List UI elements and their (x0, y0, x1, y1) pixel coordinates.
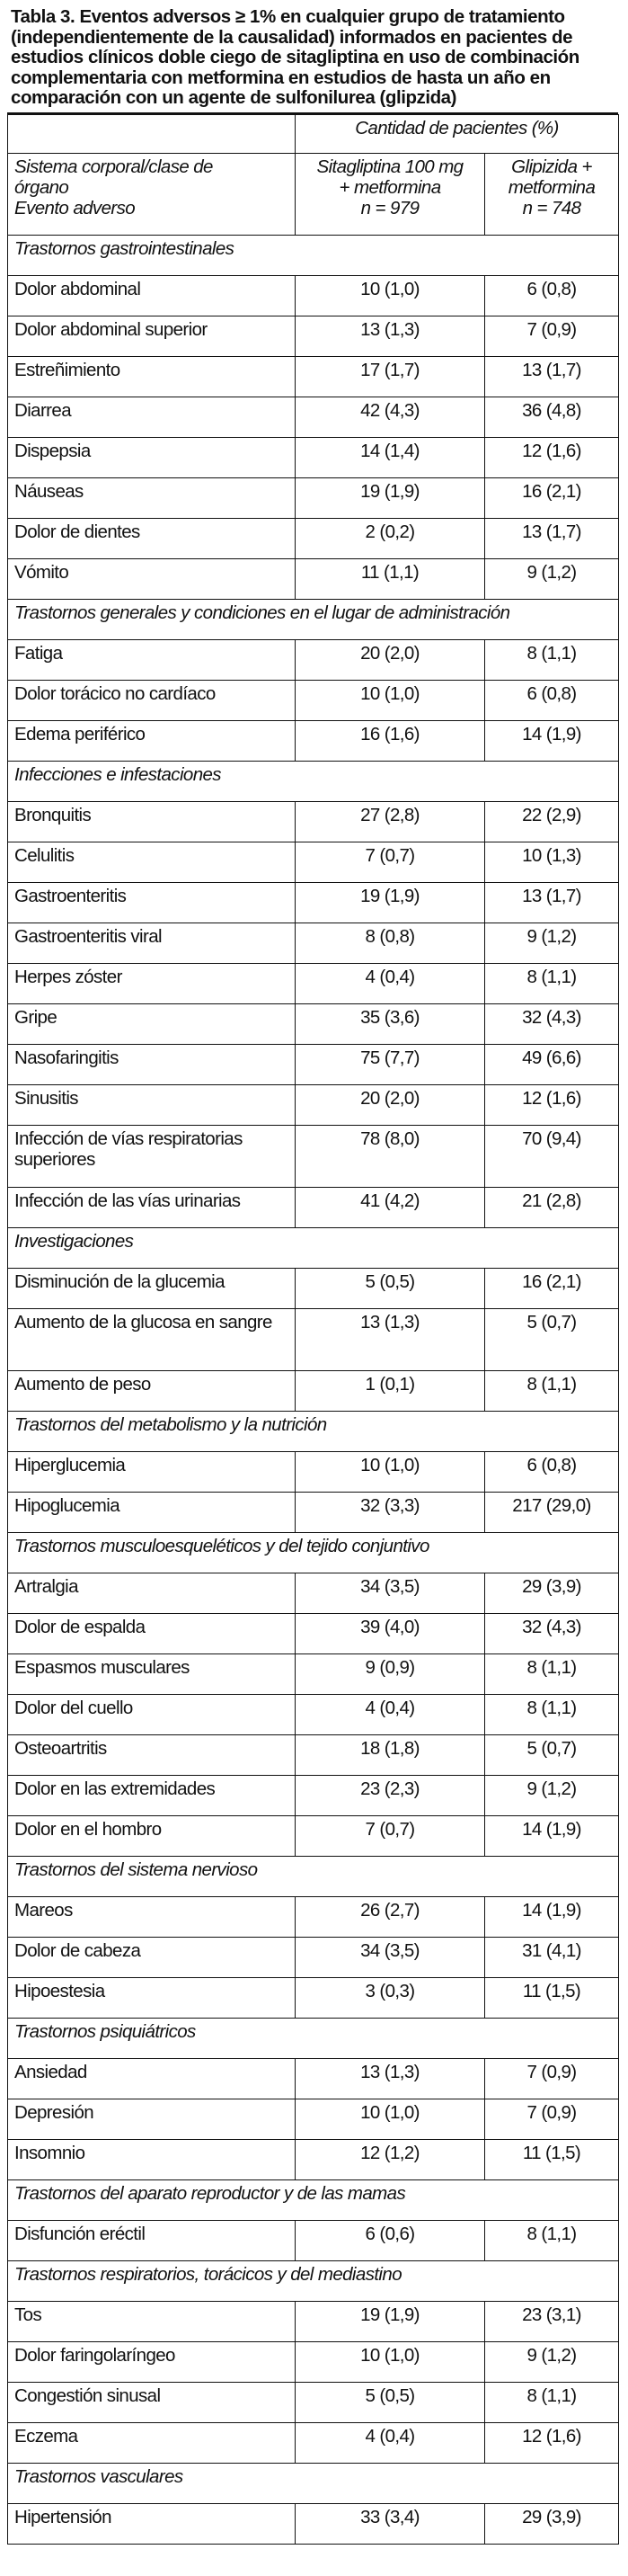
sitagliptin-value: 5 (0,5) (296, 2382, 485, 2422)
adverse-event-name: Nasofaringitis (8, 1044, 296, 1084)
glipizide-value: 8 (1,1) (485, 2220, 619, 2260)
adverse-event-name: Gripe (8, 1003, 296, 1044)
section-row (8, 599, 619, 639)
glipizide-value: 7 (0,9) (485, 2099, 619, 2139)
section-label: Trastornos gastrointestinales (8, 235, 619, 275)
adverse-event-name: Artralgia (8, 1573, 296, 1613)
glipizide-value: 13 (1,7) (485, 518, 619, 558)
glipizide-value: 8 (1,1) (485, 1653, 619, 1694)
table-row (8, 1653, 619, 1694)
document (7, 7, 618, 2545)
section-row (8, 1411, 619, 1451)
table-row (8, 2099, 619, 2139)
section-label: Trastornos del sistema nervioso (8, 1856, 619, 1896)
sitagliptin-value: 12 (1,2) (296, 2139, 485, 2179)
glipizide-value: 70 (9,4) (485, 1125, 619, 1187)
adverse-events-table (7, 114, 619, 2545)
header-col-sitagliptin (296, 153, 485, 235)
adverse-event-name: Náuseas (8, 477, 296, 518)
adverse-event-name: Dolor torácico no cardíaco (8, 680, 296, 720)
adverse-event-name: Herpes zóster (8, 963, 296, 1003)
header-col-organ-line: órgano (14, 176, 69, 198)
table-row (8, 680, 619, 720)
sitagliptin-value: 10 (1,0) (296, 2099, 485, 2139)
sitagliptin-value: 4 (0,4) (296, 963, 485, 1003)
sitagliptin-value: 7 (0,7) (296, 1815, 485, 1856)
adverse-event-name: Dolor de dientes (8, 518, 296, 558)
glipizide-value: 21 (2,8) (485, 1187, 619, 1227)
adverse-event-name: Hipoglucemia (8, 1492, 296, 1532)
table-row (8, 882, 619, 923)
adverse-event-name: Dolor de cabeza (8, 1937, 296, 1977)
table-row (8, 720, 619, 761)
adverse-event-name: Dolor del cuello (8, 1694, 296, 1734)
table-body (8, 235, 619, 2544)
sitagliptin-value: 13 (1,3) (296, 316, 485, 356)
sitagliptin-value: 19 (1,9) (296, 882, 485, 923)
glipizide-value: 5 (0,7) (485, 1734, 619, 1775)
header-col-organ-line: Sistema corporal/clase de (14, 156, 213, 177)
glipizide-value: 16 (2,1) (485, 477, 619, 518)
sitagliptin-value: 16 (1,6) (296, 720, 485, 761)
table-row (8, 923, 619, 963)
adverse-event-name: Infección de vías respiratorias superiores (8, 1125, 296, 1187)
adverse-event-name: Dolor de espalda (8, 1613, 296, 1653)
glipizide-value: 29 (3,9) (485, 2503, 619, 2544)
glipizide-value: 6 (0,8) (485, 1451, 619, 1492)
adverse-event-name: Hipoestesia (8, 1977, 296, 2018)
glipizide-value: 22 (2,9) (485, 801, 619, 842)
glipizide-value: 32 (4,3) (485, 1613, 619, 1653)
glipizide-value: 8 (1,1) (485, 2382, 619, 2422)
sitagliptin-value: 8 (0,8) (296, 923, 485, 963)
header-group-label: Cantidad de pacientes (%) (296, 114, 619, 153)
sitagliptin-value: 75 (7,7) (296, 1044, 485, 1084)
adverse-event-name: Hiperglucemia (8, 1451, 296, 1492)
glipizide-value: 31 (4,1) (485, 1937, 619, 1977)
glipizide-value: 32 (4,3) (485, 1003, 619, 1044)
adverse-event-name: Disminución de la glucemia (8, 1268, 296, 1308)
adverse-event-name: Infección de las vías urinarias (8, 1187, 296, 1227)
table-row (8, 356, 619, 397)
sitagliptin-value: 32 (3,3) (296, 1492, 485, 1532)
sitagliptin-value: 78 (8,0) (296, 1125, 485, 1187)
table-row (8, 558, 619, 599)
glipizide-value: 11 (1,5) (485, 2139, 619, 2179)
header-col-organ (8, 153, 296, 235)
table-row (8, 2301, 619, 2341)
glipizide-value: 12 (1,6) (485, 1084, 619, 1125)
table-row (8, 1573, 619, 1613)
glipizide-value: 49 (6,6) (485, 1044, 619, 1084)
adverse-event-name: Insomnio (8, 2139, 296, 2179)
section-row (8, 1532, 619, 1573)
table-row (8, 1451, 619, 1492)
glipizide-value: 23 (3,1) (485, 2301, 619, 2341)
adverse-event-name: Sinusitis (8, 1084, 296, 1125)
adverse-event-name: Dolor abdominal superior (8, 316, 296, 356)
glipizide-value: 7 (0,9) (485, 2058, 619, 2099)
header-col-sitagliptin-line: Sitagliptina 100 mg (316, 156, 464, 177)
glipizide-value: 14 (1,9) (485, 720, 619, 761)
table-row (8, 1044, 619, 1084)
sitagliptin-value: 26 (2,7) (296, 1896, 485, 1937)
table-row (8, 842, 619, 882)
adverse-event-name: Estreñimiento (8, 356, 296, 397)
sitagliptin-value: 5 (0,5) (296, 1268, 485, 1308)
sitagliptin-value: 7 (0,7) (296, 842, 485, 882)
sitagliptin-value: 33 (3,4) (296, 2503, 485, 2544)
table-row (8, 518, 619, 558)
table-row (8, 2341, 619, 2382)
sitagliptin-value: 4 (0,4) (296, 2422, 485, 2463)
header-col-sitagliptin-line: + metformina (339, 176, 441, 198)
sitagliptin-value: 10 (1,0) (296, 1451, 485, 1492)
section-label: Trastornos respiratorios, torácicos y del mediastino (8, 2260, 619, 2301)
adverse-event-name: Eczema (8, 2422, 296, 2463)
header-col-sitagliptin-line: n = 979 (360, 197, 420, 218)
table-row (8, 801, 619, 842)
adverse-event-name: Gastroenteritis viral (8, 923, 296, 963)
adverse-event-name: Depresión (8, 2099, 296, 2139)
section-label: Infecciones e infestaciones (8, 761, 619, 801)
adverse-event-name: Gastroenteritis (8, 882, 296, 923)
section-row (8, 761, 619, 801)
table-row (8, 1187, 619, 1227)
table-row (8, 1125, 619, 1187)
adverse-event-name: Dolor abdominal (8, 275, 296, 316)
sitagliptin-value: 42 (4,3) (296, 397, 485, 437)
header-empty-cell (8, 114, 296, 153)
header-col-glipizide-line: Glipizida + (511, 156, 592, 177)
adverse-event-name: Congestión sinusal (8, 2382, 296, 2422)
table-row (8, 2382, 619, 2422)
section-label: Trastornos vasculares (8, 2463, 619, 2503)
table-row (8, 275, 619, 316)
table-row (8, 1694, 619, 1734)
adverse-event-name: Celulitis (8, 842, 296, 882)
table-row (8, 1613, 619, 1653)
sitagliptin-value: 9 (0,9) (296, 1653, 485, 1694)
table-row (8, 397, 619, 437)
adverse-event-name: Bronquitis (8, 801, 296, 842)
glipizide-value: 9 (1,2) (485, 1775, 619, 1815)
sitagliptin-value: 17 (1,7) (296, 356, 485, 397)
sitagliptin-value: 18 (1,8) (296, 1734, 485, 1775)
table-row (8, 2058, 619, 2099)
adverse-event-name: Dispepsia (8, 437, 296, 477)
table-row (8, 1937, 619, 1977)
sitagliptin-value: 10 (1,0) (296, 680, 485, 720)
sitagliptin-value: 20 (2,0) (296, 639, 485, 680)
glipizide-value: 12 (1,6) (485, 437, 619, 477)
sitagliptin-value: 10 (1,0) (296, 2341, 485, 2382)
adverse-event-name: Tos (8, 2301, 296, 2341)
glipizide-value: 12 (1,6) (485, 2422, 619, 2463)
glipizide-value: 8 (1,1) (485, 1694, 619, 1734)
adverse-event-name: Dolor en el hombro (8, 1815, 296, 1856)
header-col-glipizide-line: metformina (508, 176, 596, 198)
table-row (8, 1268, 619, 1308)
sitagliptin-value: 2 (0,2) (296, 518, 485, 558)
sitagliptin-value: 20 (2,0) (296, 1084, 485, 1125)
sitagliptin-value: 13 (1,3) (296, 2058, 485, 2099)
adverse-event-name: Ansiedad (8, 2058, 296, 2099)
table-row (8, 963, 619, 1003)
sitagliptin-value: 10 (1,0) (296, 275, 485, 316)
table-row (8, 1370, 619, 1411)
header-group-row (8, 114, 619, 153)
sitagliptin-value: 19 (1,9) (296, 477, 485, 518)
glipizide-value: 9 (1,2) (485, 923, 619, 963)
adverse-event-name: Diarrea (8, 397, 296, 437)
header-col-organ-line: Evento adverso (14, 197, 136, 218)
section-row (8, 1227, 619, 1268)
glipizide-value: 13 (1,7) (485, 356, 619, 397)
glipizide-value: 6 (0,8) (485, 275, 619, 316)
adverse-event-name: Dolor faringolaríngeo (8, 2341, 296, 2382)
sitagliptin-value: 4 (0,4) (296, 1694, 485, 1734)
glipizide-value: 217 (29,0) (485, 1492, 619, 1532)
section-label: Investigaciones (8, 1227, 619, 1268)
sitagliptin-value: 34 (3,5) (296, 1937, 485, 1977)
section-label: Trastornos psiquiátricos (8, 2018, 619, 2058)
section-label: Trastornos generales y condiciones en el lugar de administración (8, 599, 619, 639)
table-row (8, 2503, 619, 2544)
table-caption: Tabla 3. Eventos adversos ≥ 1% en cualquier grupo de tratamiento (independientemente de la causalidad) informados en pacientes de estudios clínicos doble ciego de sitagliptina en uso de combinación complementaria con metformina en estudios de hasta un año en comparación con un agente de sulfonilurea (glipzida) (7, 7, 618, 114)
glipizide-value: 5 (0,7) (485, 1308, 619, 1370)
adverse-event-name: Aumento de la glucosa en sangre (8, 1308, 296, 1370)
table-row (8, 1775, 619, 1815)
table-row (8, 2139, 619, 2179)
table-row (8, 639, 619, 680)
section-row (8, 1856, 619, 1896)
adverse-event-name: Disfunción eréctil (8, 2220, 296, 2260)
adverse-event-name: Dolor en las extremidades (8, 1775, 296, 1815)
sitagliptin-value: 41 (4,2) (296, 1187, 485, 1227)
table-row (8, 1734, 619, 1775)
section-row (8, 2018, 619, 2058)
sitagliptin-value: 3 (0,3) (296, 1977, 485, 2018)
section-label: Trastornos del aparato reproductor y de las mamas (8, 2179, 619, 2220)
table-row (8, 1896, 619, 1937)
sitagliptin-value: 39 (4,0) (296, 1613, 485, 1653)
adverse-event-name: Espasmos musculares (8, 1653, 296, 1694)
glipizide-value: 14 (1,9) (485, 1815, 619, 1856)
header-col-glipizide-line: n = 748 (522, 197, 581, 218)
sitagliptin-value: 1 (0,1) (296, 1370, 485, 1411)
header-columns-row (8, 153, 619, 235)
table-row (8, 316, 619, 356)
table-row (8, 1815, 619, 1856)
adverse-event-name: Fatiga (8, 639, 296, 680)
adverse-event-name: Edema periférico (8, 720, 296, 761)
adverse-event-name: Aumento de peso (8, 1370, 296, 1411)
sitagliptin-value: 27 (2,8) (296, 801, 485, 842)
sitagliptin-value: 19 (1,9) (296, 2301, 485, 2341)
sitagliptin-value: 14 (1,4) (296, 437, 485, 477)
glipizide-value: 8 (1,1) (485, 963, 619, 1003)
section-row (8, 2179, 619, 2220)
table-row (8, 437, 619, 477)
adverse-event-name: Vómito (8, 558, 296, 599)
glipizide-value: 11 (1,5) (485, 1977, 619, 2018)
glipizide-value: 14 (1,9) (485, 1896, 619, 1937)
sitagliptin-value: 11 (1,1) (296, 558, 485, 599)
sitagliptin-value: 13 (1,3) (296, 1308, 485, 1370)
glipizide-value: 9 (1,2) (485, 558, 619, 599)
table-row (8, 2422, 619, 2463)
sitagliptin-value: 23 (2,3) (296, 1775, 485, 1815)
glipizide-value: 8 (1,1) (485, 1370, 619, 1411)
section-row (8, 2463, 619, 2503)
glipizide-value: 6 (0,8) (485, 680, 619, 720)
glipizide-value: 7 (0,9) (485, 316, 619, 356)
table-row (8, 1003, 619, 1044)
glipizide-value: 36 (4,8) (485, 397, 619, 437)
glipizide-value: 29 (3,9) (485, 1573, 619, 1613)
header-col-glipizide (485, 153, 619, 235)
glipizide-value: 13 (1,7) (485, 882, 619, 923)
glipizide-value: 8 (1,1) (485, 639, 619, 680)
table-row (8, 477, 619, 518)
adverse-event-name: Hipertensión (8, 2503, 296, 2544)
section-row (8, 235, 619, 275)
table-row (8, 1308, 619, 1370)
section-label: Trastornos del metabolismo y la nutrición (8, 1411, 619, 1451)
sitagliptin-value: 6 (0,6) (296, 2220, 485, 2260)
table-row (8, 1084, 619, 1125)
table-row (8, 1977, 619, 2018)
table-row (8, 2220, 619, 2260)
glipizide-value: 10 (1,3) (485, 842, 619, 882)
section-row (8, 2260, 619, 2301)
table-row (8, 1492, 619, 1532)
glipizide-value: 16 (2,1) (485, 1268, 619, 1308)
adverse-event-name: Mareos (8, 1896, 296, 1937)
adverse-event-name: Osteoartritis (8, 1734, 296, 1775)
glipizide-value: 9 (1,2) (485, 2341, 619, 2382)
sitagliptin-value: 34 (3,5) (296, 1573, 485, 1613)
sitagliptin-value: 35 (3,6) (296, 1003, 485, 1044)
section-label: Trastornos musculoesqueléticos y del tejido conjuntivo (8, 1532, 619, 1573)
